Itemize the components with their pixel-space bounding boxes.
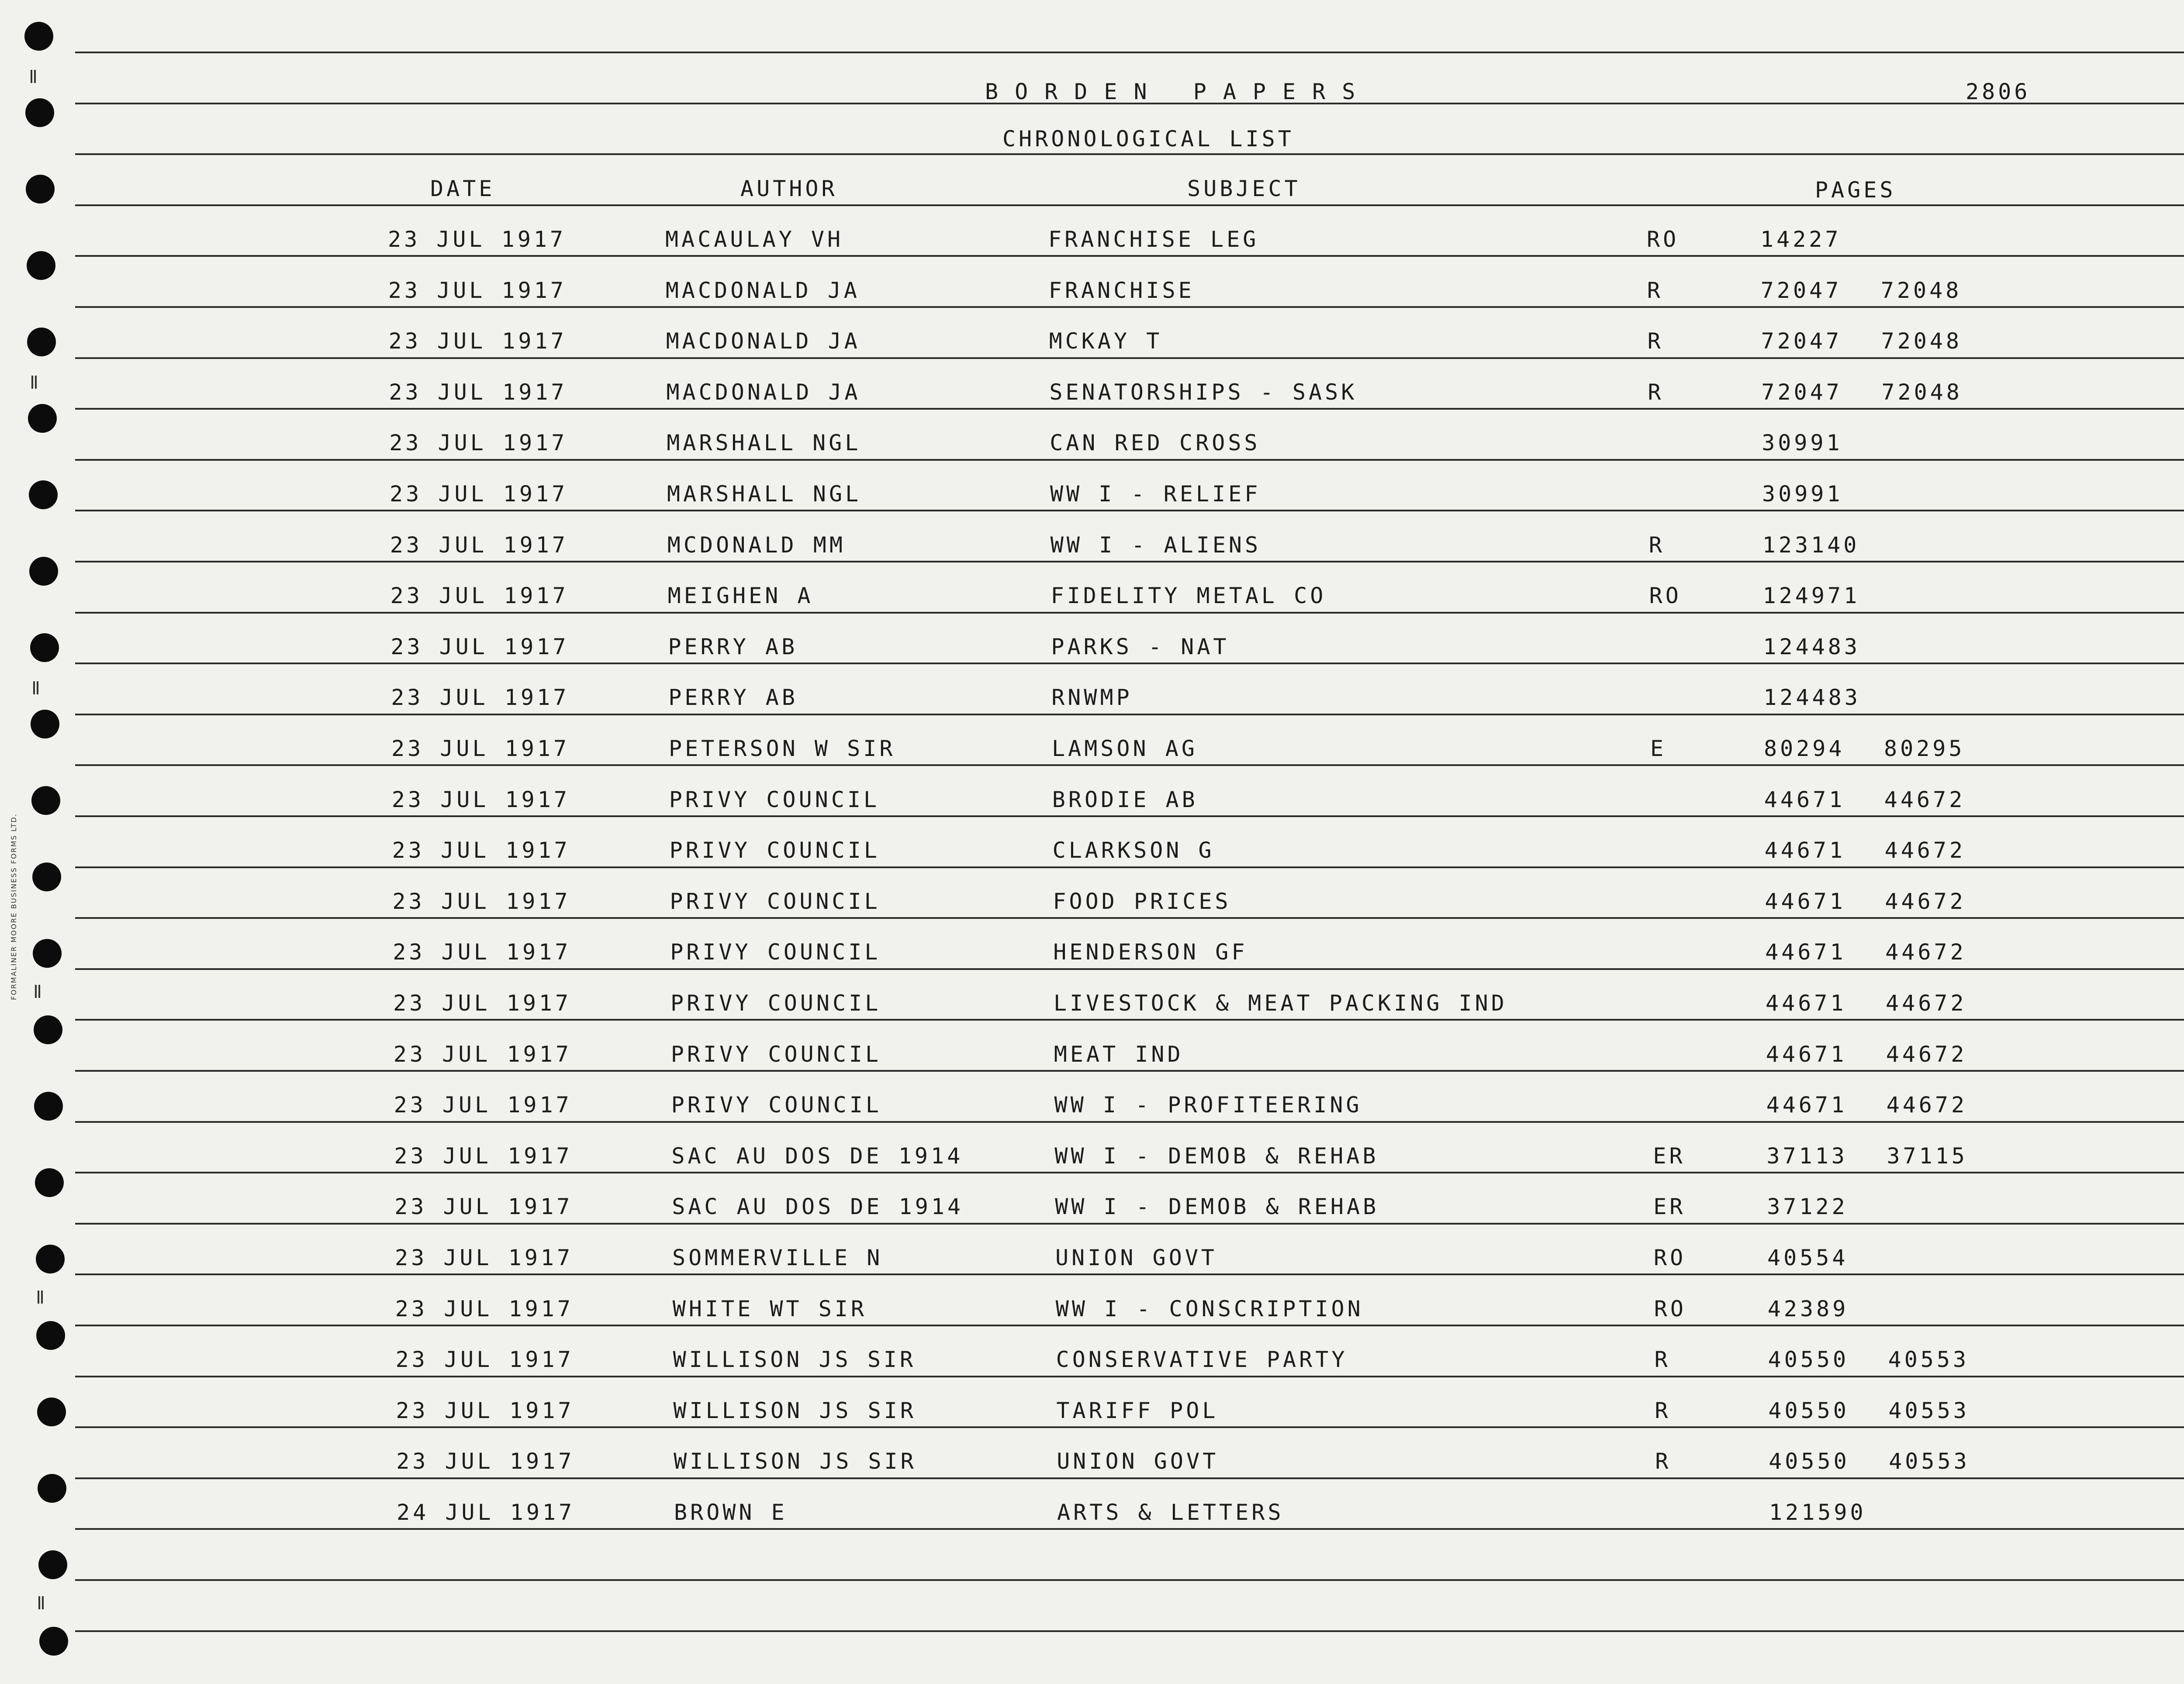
row-date: 23 JUL 1917 [396,1398,574,1423]
feed-hole [24,22,53,51]
fold-tick [31,376,37,389]
row-author: MEIGHEN A [667,583,814,608]
row-page-end: 44672 [1886,990,1967,1016]
row-code: R [1655,1398,1671,1423]
ruled-line [75,1528,2184,1530]
row-date: 23 JUL 1917 [391,736,570,761]
feed-hole [36,1245,65,1273]
ruled-line [75,1376,2184,1377]
row-date: 23 JUL 1917 [393,939,571,965]
row-code: RO [1649,583,1682,608]
feed-hole [39,1627,68,1656]
feed-hole [26,175,55,204]
row-page-start: 37113 [1766,1143,1848,1169]
row-page-start: 124483 [1763,685,1861,710]
feed-hole [27,328,56,356]
row-subject: FOOD PRICES [1053,889,1231,914]
feed-hole [33,939,62,968]
row-subject: WW I - DEMOB & REHAB [1055,1194,1379,1219]
row-subject: RNWMP [1051,685,1133,710]
ruled-line [75,1273,2184,1275]
column-header-pages: PAGES [1815,177,1896,203]
row-author: MACAULAY VH [665,227,844,252]
row-code: RO [1647,227,1679,252]
row-subject: CAN RED CROSS [1050,430,1261,456]
row-page-start: 30991 [1762,481,1843,507]
row-date: 23 JUL 1917 [394,1092,572,1118]
row-author: MARSHALL NGL [667,481,862,507]
row-page-start: 44671 [1766,1092,1848,1118]
row-author: PRIVY COUNCIL [670,939,881,965]
row-author: SAC AU DOS DE 1914 [672,1194,964,1219]
row-author: PERRY AB [668,685,798,710]
row-page-start: 44671 [1765,939,1846,965]
row-subject: BRODIE AB [1052,787,1198,812]
feed-hole [28,404,57,433]
ruled-line [75,1630,2184,1632]
row-page-start: 40550 [1769,1449,1850,1474]
feed-hole [35,1168,64,1197]
row-subject: TARIFF POL [1056,1398,1219,1423]
row-subject: CLARKSON G [1052,838,1215,863]
row-author: SAC AU DOS DE 1914 [671,1143,964,1169]
row-subject: WW I - ALIENS [1050,532,1261,558]
row-page-start: 124483 [1763,634,1861,659]
feed-hole [30,633,59,662]
row-author: MCDONALD MM [667,532,846,558]
feed-hole [29,480,58,509]
row-page-start: 72047 [1760,278,1842,303]
ruled-line [75,52,2184,53]
row-code: ER [1653,1143,1686,1169]
feed-hole [37,1398,66,1426]
row-page-start: 44671 [1764,787,1845,812]
ruled-line [75,1172,2184,1173]
row-code: E [1650,736,1667,761]
row-page-end: 44672 [1884,838,1966,863]
row-author: PERRY AB [668,634,798,659]
feed-hole [36,1321,65,1350]
row-page-end: 40553 [1888,1398,1970,1423]
fold-tick [38,1596,44,1609]
row-page-start: 37122 [1767,1194,1848,1219]
feed-hole [29,557,58,586]
row-code: R [1654,1347,1671,1372]
row-subject: FRANCHISE [1048,278,1195,303]
row-author: WILLISON JS SIR [673,1347,916,1372]
row-date: 23 JUL 1917 [395,1296,574,1322]
row-subject: PARKS - NAT [1051,634,1230,659]
row-page-start: 44671 [1766,990,1847,1016]
ruled-line [75,204,2184,206]
ruled-line [75,764,2184,766]
row-date: 23 JUL 1917 [388,328,567,354]
ruled-line [75,1121,2184,1123]
row-code: ER [1653,1194,1686,1219]
row-date: 23 JUL 1917 [389,380,567,405]
ruled-line [75,153,2184,155]
row-page-end: 44672 [1885,889,1966,914]
document-title: BORDEN PAPERS [985,79,1372,104]
row-page-start: 80294 [1764,736,1845,761]
row-subject: LAMSON AG [1052,736,1198,761]
feed-hole [25,98,54,127]
row-subject: SENATORSHIPS - SASK [1049,380,1358,405]
row-subject: WW I - DEMOB & REHAB [1054,1143,1379,1169]
ruled-line [75,510,2184,511]
row-page-end: 44672 [1886,1042,1967,1067]
row-author: WHITE WT SIR [672,1296,867,1322]
row-author: BROWN E [674,1500,788,1525]
row-page-start: 30991 [1762,430,1843,456]
row-code: R [1648,532,1665,558]
ruled-line [75,1426,2184,1428]
row-author: PRIVY COUNCIL [671,1092,882,1118]
row-page-start: 44671 [1766,1042,1847,1067]
row-date: 23 JUL 1917 [390,481,568,507]
row-page-end: 72048 [1880,278,1962,303]
row-page-start: 40550 [1768,1398,1849,1423]
fold-tick [33,681,38,694]
ruled-line [75,968,2184,970]
form-imprint: FORMALINER MOORE BUSINESS FORMS LTD. [10,813,18,1000]
row-page-end: 72048 [1881,328,1963,354]
row-page-end: 72048 [1881,380,1963,405]
row-date: 23 JUL 1917 [388,227,567,252]
row-date: 23 JUL 1917 [395,1347,574,1372]
row-date: 23 JUL 1917 [393,990,572,1016]
row-subject: ARTS & LETTERS [1057,1500,1284,1525]
ruled-line [75,561,2184,562]
ruled-line [75,306,2184,308]
row-page-end: 40553 [1889,1449,1970,1474]
list-subtitle: CHRONOLOGICAL LIST [1002,126,1294,152]
column-header-subject: SUBJECT [1187,176,1301,201]
ruled-line [75,714,2184,715]
ruled-line [75,1223,2184,1225]
ruled-line [75,612,2184,614]
row-subject: HENDERSON GF [1053,939,1248,965]
ruled-line [75,357,2184,359]
row-subject: CONSERVATIVE PARTY [1056,1347,1348,1372]
feed-hole [27,251,55,280]
row-date: 23 JUL 1917 [390,532,568,558]
row-subject: LIVESTOCK & MEAT PACKING IND [1054,990,1507,1016]
row-author: PRIVY COUNCIL [670,990,881,1016]
row-date: 23 JUL 1917 [394,1143,573,1169]
row-code: R [1648,380,1664,405]
row-date: 23 JUL 1917 [392,889,571,914]
row-subject: MEAT IND [1054,1042,1184,1067]
row-page-end: 40553 [1888,1347,1970,1372]
row-date: 23 JUL 1917 [392,838,570,863]
ruled-line [75,459,2184,461]
row-page-start: 72047 [1761,328,1842,354]
row-page-start: 44671 [1764,838,1846,863]
row-author: MACDONALD JA [666,328,860,354]
fold-tick [31,70,36,83]
row-date: 24 JUL 1917 [397,1500,575,1525]
ruled-line [75,1019,2184,1021]
column-header-author: AUTHOR [740,176,838,201]
fold-tick [38,1291,43,1304]
row-page-end: 80295 [1884,736,1965,761]
ruled-line [75,866,2184,868]
ruled-line [75,663,2184,664]
row-date: 23 JUL 1917 [393,1042,572,1067]
row-page-end: 44672 [1885,939,1966,965]
row-author: PETERSON W SIR [669,736,896,761]
feed-hole [38,1550,67,1579]
feed-hole [34,1092,63,1121]
row-subject: WW I - CONSCRIPTION [1055,1296,1364,1322]
row-author: PRIVY COUNCIL [669,838,880,863]
row-page-start: 123140 [1762,532,1860,558]
ruled-line [75,1325,2184,1326]
column-header-date: DATE [430,176,495,201]
row-author: WILLISON JS SIR [674,1449,917,1474]
row-date: 23 JUL 1917 [390,634,569,659]
row-page-start: 40554 [1767,1245,1849,1270]
row-page-start: 72047 [1761,380,1842,405]
row-page-start: 40550 [1768,1347,1849,1372]
row-page-end: 37115 [1887,1143,1968,1169]
ruled-line [75,1477,2184,1479]
row-subject: MCKAY T [1049,328,1163,354]
feed-hole [31,710,59,738]
row-subject: UNION GOVT [1055,1245,1218,1270]
ruled-line [75,255,2184,257]
row-author: MACDONALD JA [665,278,860,303]
row-subject: FIDELITY METAL CO [1051,583,1327,608]
fold-tick [35,985,40,998]
row-date: 23 JUL 1917 [390,583,569,608]
row-code: R [1655,1449,1672,1474]
row-date: 23 JUL 1917 [391,787,570,812]
row-date: 23 JUL 1917 [391,685,570,710]
row-author: PRIVY COUNCIL [670,889,881,914]
row-author: WILLISON JS SIR [673,1398,916,1423]
row-date: 23 JUL 1917 [396,1449,575,1474]
row-page-start: 121590 [1769,1500,1866,1525]
row-page-end: 44672 [1884,787,1966,812]
feed-hole [38,1474,66,1503]
row-page-end: 44672 [1886,1092,1968,1118]
feed-hole [31,786,60,815]
ruled-line [75,1070,2184,1072]
row-code: RO [1654,1296,1687,1322]
row-page-start: 44671 [1765,889,1846,914]
ruled-line [75,917,2184,919]
row-page-start: 124971 [1762,583,1860,608]
row-code: R [1647,328,1664,354]
row-subject: WW I - PROFITEERING [1054,1092,1362,1118]
row-subject: WW I - RELIEF [1050,481,1261,507]
feed-hole [32,863,61,891]
row-code: R [1647,278,1663,303]
row-page-start: 42389 [1767,1296,1849,1322]
ruled-line [75,408,2184,410]
row-date: 23 JUL 1917 [389,430,568,456]
row-author: MARSHALL NGL [667,430,861,456]
row-subject: FRANCHISE LEG [1048,227,1259,252]
ruled-line [75,815,2184,817]
row-date: 23 JUL 1917 [395,1245,574,1270]
ruled-line [75,1579,2184,1581]
row-author: MACDONALD JA [666,380,861,405]
page-number: 2806 [1966,79,2031,104]
row-author: SOMMERVILLE N [672,1245,883,1270]
row-author: PRIVY COUNCIL [670,1042,882,1067]
row-page-start: 14227 [1760,227,1842,252]
row-subject: UNION GOVT [1057,1449,1219,1474]
feed-hole [34,1015,62,1044]
row-date: 23 JUL 1917 [394,1194,573,1219]
row-author: PRIVY COUNCIL [669,787,880,812]
row-code: RO [1654,1245,1686,1270]
row-date: 23 JUL 1917 [388,278,567,303]
